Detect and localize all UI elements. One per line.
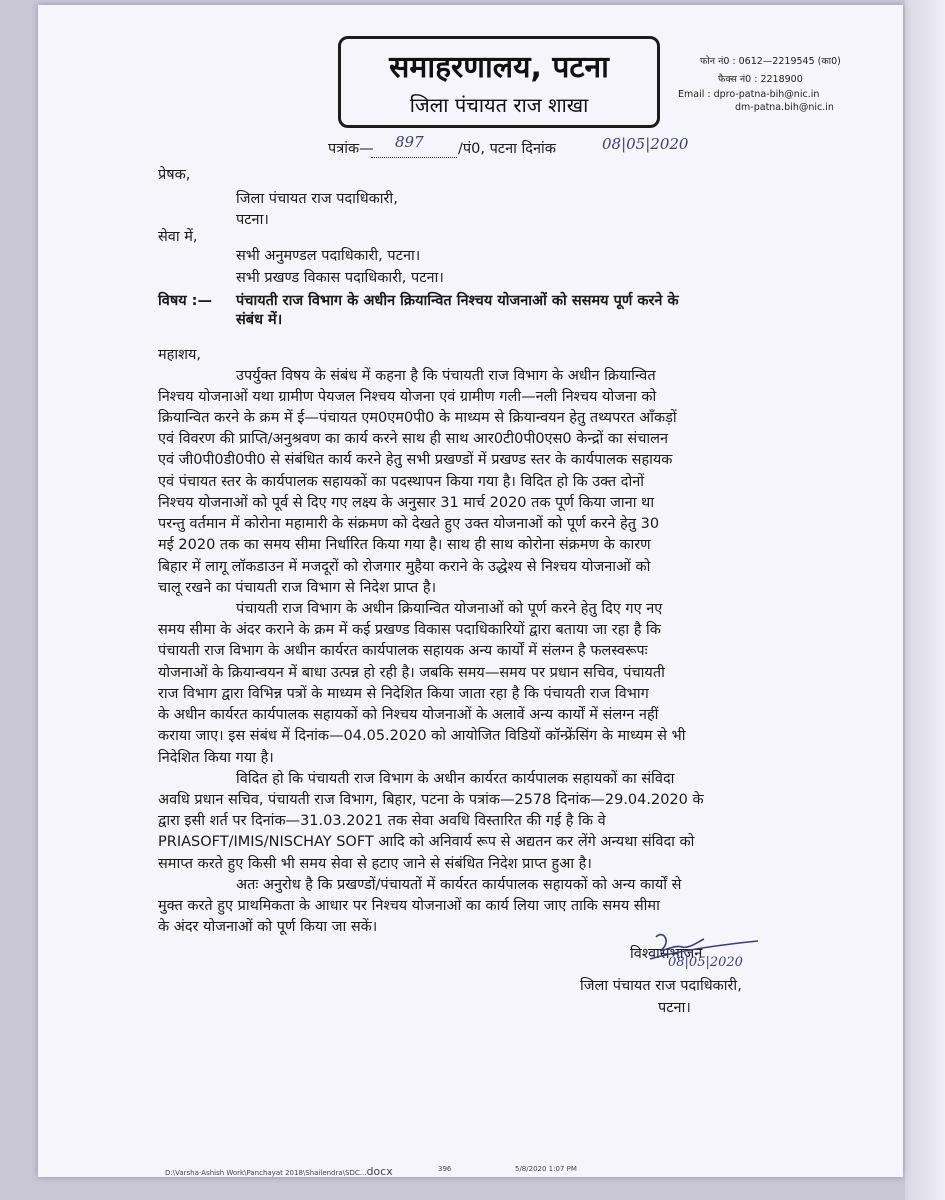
recipient-line-1: सभी अनुमण्डल पदाधिकारी, पटना। bbox=[236, 248, 421, 264]
body-line: पंचायती राज विभाग के अधीन कार्यरत कार्यपालक सहायक अन्य कार्यों में संलग्न है फलस्वरूपः bbox=[158, 643, 648, 659]
office-title: समाहरणालय, पटना bbox=[389, 50, 609, 85]
body-line: द्वारा इसी शर्त पर दिनांक—31.03.2021 तक सेवा अवधि विस्तारित की गई है कि वे bbox=[158, 813, 606, 829]
letter-page bbox=[38, 5, 903, 1177]
body-line: परन्तु वर्तमान में कोरोना महामारी के संक्रमण को देखते हुए उक्त योजनाओं को पूर्ण करने हेतु 30 bbox=[158, 516, 660, 532]
paper-edge-shadow bbox=[905, 0, 945, 1200]
body-line: चालू रखने का पंचायती राज विभाग से निदेश प्राप्त है। bbox=[158, 580, 437, 596]
body-line: मई 2020 तक का समय सीमा निर्धारित किया गया है। साथ ही साथ कोरोना संक्रमण के कारण bbox=[158, 537, 651, 553]
contact-fax: फैक्स नं0 : 2218900 bbox=[718, 74, 803, 85]
body-line: एवं विवरण की प्राप्ति/अनुश्रवण का कार्य करने साथ ही साथ आर0टी0पी0एस0 केन्द्रों का संचालन bbox=[158, 431, 669, 447]
contact-phone: फोन नं0 : 0612—2219545 (का0) bbox=[700, 56, 841, 67]
body-line: निश्चय योजनाओं यथा ग्रामीण पेयजल निश्चय योजना एवं ग्रामीण गली—नली निश्चय योजना को bbox=[158, 389, 657, 405]
signature-date: 08|05|2020 bbox=[668, 955, 743, 970]
closing-designation: जिला पंचायत राज पदाधिकारी, bbox=[580, 978, 742, 994]
closing-label: विश्वासभाजन bbox=[630, 946, 703, 962]
footer-file-path bbox=[165, 1165, 393, 1178]
body-line: उपर्युक्त विषय के संबंध में कहना है कि पंचायती राज विभाग के अधीन क्रियान्वित bbox=[236, 368, 656, 384]
sender-designation: जिला पंचायत राज पदाधिकारी, bbox=[236, 191, 398, 207]
salutation: महाशय, bbox=[158, 347, 202, 363]
body-line: क्रियान्वित करने के क्रम में ई—पंचायत एम0एम0पी0 के माध्यम से क्रियान्वयन हेतु तथ्यपरत आँकड़ों bbox=[158, 410, 677, 426]
body-line: अवधि प्रधान सचिव, पंचायती राज विभाग, बिहार, पटना के पत्रांक—2578 दिनांक—29.04.2020 के bbox=[158, 792, 704, 808]
sender-label: प्रेषक, bbox=[158, 167, 191, 183]
letterhead-box bbox=[338, 36, 660, 128]
reference-number: 897 bbox=[395, 133, 424, 151]
closing-place: पटना। bbox=[658, 1000, 691, 1016]
subject-line-1: पंचायती राज विभाग के अधीन क्रियान्वित निश्चय योजनाओं को ससमय पूर्ण करने के bbox=[236, 293, 679, 309]
body-line: विदित हो कि पंचायती राज विभाग के अधीन कार्यरत कार्यपालक सहायकों का संविदा bbox=[236, 771, 675, 787]
body-line: PRIASOFT/IMIS/NISCHAY SOFT आदि को अनिवार्य रूप से अद्यतन कर लेंगे अन्यथा संविदा को bbox=[158, 834, 695, 850]
branch-title: जिला पंचायत राज शाखा bbox=[409, 93, 589, 117]
footer-page-code: 396 bbox=[438, 1165, 452, 1173]
subject-label: विषय :— bbox=[158, 293, 212, 309]
recipients-label: सेवा में, bbox=[158, 229, 198, 245]
body-line: एवं पंचायत स्तर के कार्यपालक सहायकों का पदस्थापन किया गया है। विदित हो कि उक्त दोनों bbox=[158, 474, 645, 490]
body-line: निदेशित किया गया है। bbox=[158, 750, 274, 766]
body-line: समय सीमा के अंदर कराने के क्रम में कई प्रखण्ड विकास पदाधिकारियों द्वारा बताया जा रहा है कि bbox=[158, 622, 661, 638]
body-line: निश्चय योजनाओं को पूर्व से दिए गए लक्ष्य के अनुसार 31 मार्च 2020 तक पूर्ण किया जाना था bbox=[158, 495, 655, 511]
body-line: योजनाओं के क्रियान्वयन में बाधा उत्पन्न हो रही है। जबकि समय—समय पर प्रधान सचिव, पंचायती bbox=[158, 665, 665, 681]
body-line: अतः अनुरोध है कि प्रखण्डों/पंचायतों में कार्यरत कार्यपालक सहायकों को अन्य कार्यों से bbox=[236, 877, 682, 893]
sender-place: पटना। bbox=[236, 212, 269, 228]
subject-line-2: संबंध में। bbox=[236, 312, 283, 328]
reference-place: /पं0, पटना दिनांक bbox=[458, 141, 556, 157]
footer-ext: docx bbox=[366, 1165, 393, 1178]
body-line: के अधीन कार्यरत कार्यपालक सहायकों को निश्चय योजनाओं के अलावें अन्य कार्यों में संलग्न नहीं bbox=[158, 707, 659, 723]
contact-email-2: dm-patna.bih@nic.in bbox=[735, 102, 834, 113]
contact-email-1: Email : dpro-patna-bih@nic.in bbox=[678, 89, 820, 100]
body-line: कराया जाए। इस संबंध में दिनांक—04.05.2020 को आयोजित विडियों कॉन्फ्रेंसिंग के माध्यम से भी bbox=[158, 728, 686, 744]
body-line: बिहार में लागू लॉकडाउन में मजदूरों को रोजगार मुहैया कराने के उद्धेश्य से निश्चय योजनाओं को bbox=[158, 559, 651, 575]
reference-date: 08|05|2020 bbox=[602, 135, 689, 153]
footer-timestamp: 5/8/2020 1:07 PM bbox=[515, 1165, 577, 1173]
body-line: पंचायती राज विभाग के अधीन क्रियान्वित योजनाओं को पूर्ण करने हेतु दिए गए नए bbox=[236, 601, 663, 617]
body-line: मुक्त करते हुए प्राथमिकता के आधार पर निश्चय योजनाओं का कार्य लिया जाए ताकि समय सीमा bbox=[158, 898, 660, 914]
recipient-line-2: सभी प्रखण्ड विकास पदाधिकारी, पटना। bbox=[236, 270, 444, 286]
body-line: एवं जी0पी0डी0पी0 से संबंधित कार्य करने हेतु सभी प्रखण्डों में प्रखण्ड स्तर के कार्यपालक सहायक bbox=[158, 452, 673, 468]
body-line: राज विभाग द्वारा विभिन्न पत्रों के माध्यम से निदेशित किया जाता रहा है कि पंचायती राज विभाग bbox=[158, 686, 649, 702]
footer-path: D:\Varsha-Ashish Work\Panchayat 2018\Shailendra\SDC... bbox=[165, 1169, 367, 1177]
body-line: समाप्त करते हुए किसी भी समय सेवा से हटाए जाने से संबंधित निदेश प्राप्त हुआ है। bbox=[158, 856, 592, 872]
body-line: के अंदर योजनाओं को पूर्ण किया जा सकें। bbox=[158, 919, 378, 935]
reference-label: पत्रांक— bbox=[328, 141, 374, 157]
